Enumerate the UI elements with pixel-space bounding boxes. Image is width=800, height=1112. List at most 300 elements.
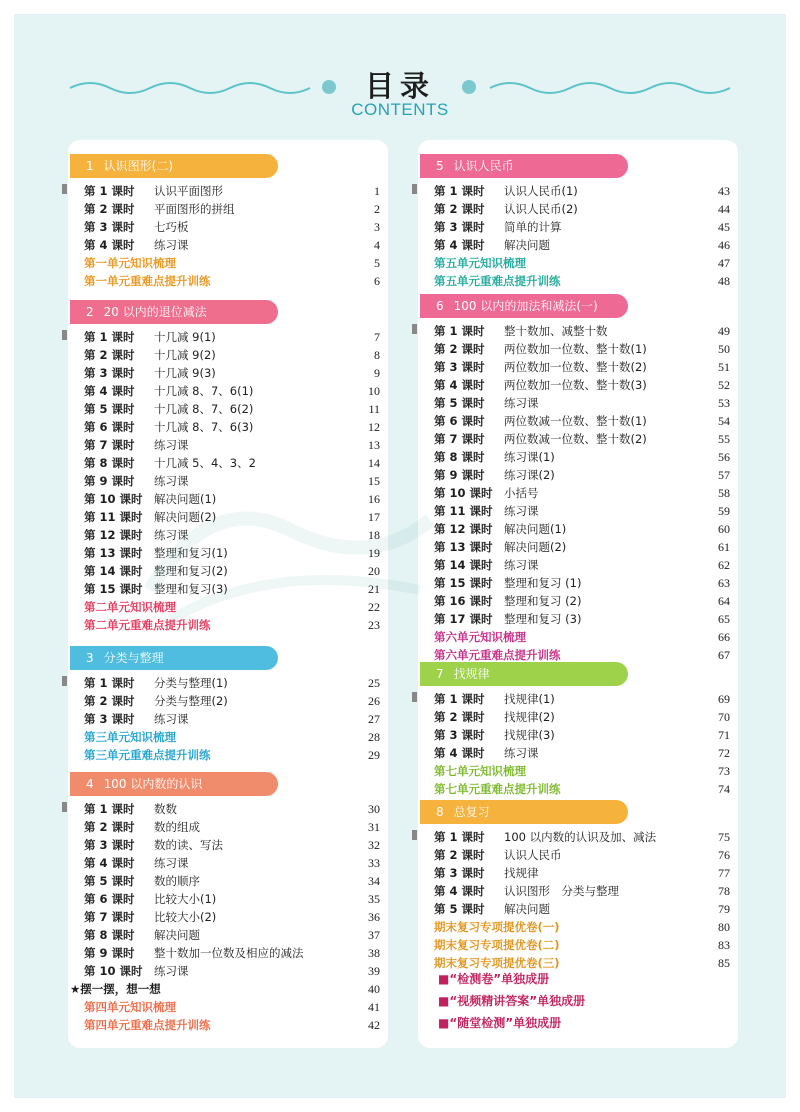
dot-leader: [169, 984, 350, 994]
dot-leader: [197, 440, 351, 450]
page-number: 77: [718, 865, 730, 880]
lesson-number: 第 2 课时: [84, 820, 135, 834]
page-number: 30: [368, 801, 380, 816]
toc-entry[interactable]: [68, 418, 388, 436]
entry-title: 两位数加一位数、整十数(2): [504, 360, 647, 374]
lesson-number: 第 1 课时: [84, 676, 135, 690]
dot-leader: [569, 784, 701, 794]
lesson-number: 第 4 课时: [84, 238, 135, 252]
lesson-number: 第 1 课时: [84, 184, 135, 198]
toc-entry[interactable]: [68, 526, 388, 544]
toc-entry[interactable]: [418, 218, 738, 236]
dot-leader: [184, 258, 350, 268]
entry-title: 第六单元重难点提升训练: [434, 648, 561, 662]
lesson-number: 第 10 课时: [84, 492, 143, 506]
page-number: 45: [718, 219, 730, 234]
dot-leader: [224, 350, 350, 360]
entry-title: 整理和复习(3): [154, 582, 228, 596]
page-number: 29: [368, 747, 380, 762]
dot-leader: [224, 494, 350, 504]
dot-leader: [219, 276, 351, 286]
entry-title: 分类与整理(1): [154, 676, 228, 690]
page-number: 26: [368, 693, 380, 708]
toc-entry[interactable]: [68, 692, 388, 710]
toc-entry[interactable]: [68, 926, 388, 944]
entry-title: 十几减 9(1): [154, 330, 216, 344]
dot-leader: [558, 240, 700, 250]
toc-entry[interactable]: [418, 502, 738, 520]
lesson-number: 第 2 课时: [84, 202, 135, 216]
dot-leader: [655, 344, 700, 354]
page-number: 52: [718, 377, 730, 392]
page-number: 67: [718, 647, 730, 662]
toc-entry[interactable]: [418, 538, 738, 556]
toc-entry[interactable]: [418, 556, 738, 574]
lesson-number: 第 11 课时: [84, 510, 143, 524]
page-number: 1: [374, 183, 380, 198]
page-number: 61: [718, 539, 730, 554]
entry-title: 练习课(1): [504, 450, 555, 464]
entry-title: 小括号: [504, 486, 539, 500]
dot-leader: [208, 930, 350, 940]
lesson-number: 第 5 课时: [434, 396, 485, 410]
dot-leader: [547, 748, 701, 758]
toc-entry[interactable]: [418, 412, 738, 430]
toc-entry[interactable]: [418, 394, 738, 412]
lesson-number: 第 12 课时: [84, 528, 143, 542]
page-number: 46: [718, 237, 730, 252]
entry-title: 整理和复习 (1): [504, 576, 582, 590]
toc-entry[interactable]: [418, 236, 738, 254]
page-number: 51: [718, 359, 730, 374]
toc-entry[interactable]: [68, 836, 388, 854]
entry-title: 认识人民币(2): [504, 202, 578, 216]
toc-entry[interactable]: [68, 254, 388, 272]
toc-entry[interactable]: [418, 254, 738, 272]
entry-title: 练习课: [504, 504, 539, 518]
dot-leader: [563, 730, 700, 740]
lesson-number: 第 10 课时: [84, 964, 143, 978]
toc-entry[interactable]: [68, 472, 388, 490]
toc-entry[interactable]: [418, 430, 738, 448]
page-number: 49: [718, 323, 730, 338]
lesson-number: 第 9 课时: [84, 474, 135, 488]
lesson-number: 第 2 课时: [434, 202, 485, 216]
lesson-number: 第 3 课时: [84, 838, 135, 852]
dot-leader: [197, 966, 351, 976]
entry-title: 认识人民币(1): [504, 184, 578, 198]
toc-entry[interactable]: [68, 746, 388, 764]
entry-title: 数的顺序: [154, 874, 200, 888]
entry-title: 整理和复习(2): [154, 564, 228, 578]
toc-entry[interactable]: [418, 340, 738, 358]
entry-title: 练习课: [154, 856, 189, 870]
left-column: [68, 140, 388, 1048]
toc-entry[interactable]: [68, 1016, 388, 1034]
toc-entry[interactable]: [68, 854, 388, 872]
lesson-number: 第 3 课时: [84, 712, 135, 726]
unit-header: [70, 772, 278, 796]
entry-title: 解决问题(2): [504, 540, 567, 554]
page-number: 59: [718, 503, 730, 518]
lesson-number: 第 11 课时: [434, 504, 493, 518]
dot-leader: [547, 488, 701, 498]
unit-number: 4: [86, 777, 94, 791]
dot-leader: [574, 524, 700, 534]
page-number: 62: [718, 557, 730, 572]
toc-entry[interactable]: [418, 358, 738, 376]
entry-title: 第五单元知识梳理: [434, 256, 526, 270]
toc-entry[interactable]: [68, 490, 388, 508]
dot-leader: [569, 650, 701, 660]
page-number: 56: [718, 449, 730, 464]
page-number: 31: [368, 819, 380, 834]
lesson-number: 第 4 课时: [434, 238, 485, 252]
toc-entry[interactable]: [68, 382, 388, 400]
toc-entry[interactable]: [418, 610, 738, 628]
toc-entry[interactable]: [418, 574, 738, 592]
dot-leader: [219, 1020, 351, 1030]
entry-title: 认识图形 分类与整理: [504, 884, 619, 898]
toc-entry[interactable]: [418, 762, 738, 780]
page-number: 64: [718, 593, 730, 608]
page-number: 21: [368, 581, 380, 596]
lesson-number: 第 13 课时: [434, 540, 493, 554]
dot-leader: [184, 732, 350, 742]
page-number: 12: [368, 419, 380, 434]
page-number: 19: [368, 545, 380, 560]
dot-leader: [264, 458, 350, 468]
lesson-number: 第 4 课时: [434, 884, 485, 898]
unit-number: 6: [436, 299, 444, 313]
dot-leader: [547, 506, 701, 516]
entry-title: 数数: [154, 802, 177, 816]
page-number: 63: [718, 575, 730, 590]
page-number: 60: [718, 521, 730, 536]
toc-entry[interactable]: [68, 944, 388, 962]
toc-entry[interactable]: [418, 846, 738, 864]
toc-entry[interactable]: [68, 544, 388, 562]
dot-leader: [547, 560, 701, 570]
entry-title: 第五单元重难点提升训练: [434, 274, 561, 288]
lesson-number: 第 4 课时: [434, 378, 485, 392]
page-number: 53: [718, 395, 730, 410]
dot-leader: [589, 614, 700, 624]
toc-entry[interactable]: [68, 236, 388, 254]
entry-title: 第四单元重难点提升训练: [84, 1018, 211, 1032]
toc-entry[interactable]: [68, 818, 388, 836]
toc-entry[interactable]: [68, 872, 388, 890]
toc-entry[interactable]: [68, 218, 388, 236]
lesson-number: 第 4 课时: [84, 856, 135, 870]
toc-entry[interactable]: [418, 592, 738, 610]
toc-entry[interactable]: [418, 780, 738, 798]
toc-entry[interactable]: [68, 562, 388, 580]
dot-leader: [563, 452, 700, 462]
page-number: 85: [718, 955, 730, 970]
dot-leader: [655, 416, 700, 426]
toc-entry[interactable]: [68, 890, 388, 908]
lesson-number: 第 7 课时: [84, 438, 135, 452]
toc-entry[interactable]: [68, 598, 388, 616]
entry-title: 解决问题: [504, 902, 550, 916]
toc-entry[interactable]: [418, 900, 738, 918]
lesson-number: 第 6 课时: [84, 892, 135, 906]
lesson-number: 第 1 课时: [84, 330, 135, 344]
entry-title: 第一单元重难点提升训练: [84, 274, 211, 288]
dot-leader: [655, 434, 700, 444]
dot-leader: [224, 332, 350, 342]
page-number: 13: [368, 437, 380, 452]
page-number: 32: [368, 837, 380, 852]
toc-entry[interactable]: [68, 710, 388, 728]
entry-title: 七巧板: [154, 220, 189, 234]
toc-entry[interactable]: [418, 744, 738, 762]
lesson-number: 第 2 课时: [84, 348, 135, 362]
entry-title: 第二单元重难点提升训练: [84, 618, 211, 632]
dot-leader: [558, 904, 700, 914]
entry-title: 解决问题(2): [154, 510, 217, 524]
dot-leader: [570, 850, 701, 860]
dot-leader: [243, 204, 351, 214]
entry-title: 练习课: [154, 238, 189, 252]
toc-entry[interactable]: [68, 400, 388, 418]
toc-entry[interactable]: [68, 980, 388, 998]
toc-entry[interactable]: [418, 628, 738, 646]
dot-leader: [664, 832, 700, 842]
page-number: 17: [368, 509, 380, 524]
unit-number: 5: [436, 159, 444, 173]
dot-leader: [586, 186, 700, 196]
page-number: 65: [718, 611, 730, 626]
page-number: 78: [718, 883, 730, 898]
dot-leader: [208, 822, 350, 832]
lesson-number: 第 9 课时: [84, 946, 135, 960]
page-number: 18: [368, 527, 380, 542]
toc-entry[interactable]: [418, 322, 738, 340]
toc-entry[interactable]: [68, 962, 388, 980]
entry-title: 十几减 5、4、3、2: [154, 456, 256, 470]
toc-entry[interactable]: [418, 708, 738, 726]
entry-title: 解决问题: [154, 928, 200, 942]
lesson-number: 第 16 课时: [434, 594, 493, 608]
entry-title: 两位数加一位数、整十数(1): [504, 342, 647, 356]
lesson-number: 第 1 课时: [434, 184, 485, 198]
entry-title: 第七单元知识梳理: [434, 764, 526, 778]
lesson-number: 第 9 课时: [434, 468, 485, 482]
entry-title: 第四单元知识梳理: [84, 1000, 176, 1014]
dot-leader: [197, 240, 351, 250]
unit-number: 7: [436, 667, 444, 681]
toc-entry[interactable]: [418, 690, 738, 708]
page-number: 71: [718, 727, 730, 742]
dot-leader: [547, 868, 701, 878]
entry-title: 整十数加一位数及相应的减法: [154, 946, 304, 960]
entry-title: 比较大小(1): [154, 892, 217, 906]
toc-entry[interactable]: [418, 936, 738, 954]
header: [0, 58, 800, 128]
entry-title: 第三单元重难点提升训练: [84, 748, 211, 762]
unit-number: 8: [436, 805, 444, 819]
entry-title: 两位数减一位数、整十数(1): [504, 414, 647, 428]
unit-title: 找规律: [453, 667, 490, 681]
unit-section: [418, 294, 738, 664]
lesson-number: 第 15 课时: [84, 582, 143, 596]
toc-entry[interactable]: [418, 726, 738, 744]
dot-leader: [197, 222, 351, 232]
dot-leader: [563, 694, 700, 704]
lesson-number: 第 8 课时: [84, 928, 135, 942]
entry-title: 数的读、写法: [154, 838, 223, 852]
unit-title: 认识人民币: [453, 159, 514, 173]
page-number: 27: [368, 711, 380, 726]
entry-title: 整理和复习(1): [154, 546, 228, 560]
entry-title: 期末复习专项提优卷(一): [434, 920, 560, 934]
page-number: 57: [718, 467, 730, 482]
entry-title: 练习课(2): [504, 468, 555, 482]
unit-title: 100 以内的加法和减法(一): [453, 299, 598, 313]
entry-title: 期末复习专项提优卷(三): [434, 956, 560, 970]
lesson-number: 第 3 课时: [434, 728, 485, 742]
dot-leader: [197, 858, 351, 868]
toc-entry[interactable]: [418, 466, 738, 484]
entry-title: 练习课: [504, 558, 539, 572]
toc-entry[interactable]: [418, 484, 738, 502]
lesson-number: 第 6 课时: [434, 414, 485, 428]
entry-title: 练习课: [154, 528, 189, 542]
dot-leader: [534, 258, 700, 268]
toc-entry[interactable]: [418, 272, 738, 290]
lesson-number: 第 5 课时: [434, 902, 485, 916]
toc-entry[interactable]: [68, 908, 388, 926]
page-number: 25: [368, 675, 380, 690]
dot-leader: [568, 940, 700, 950]
entry-title: 练习课: [154, 712, 189, 726]
dot-leader: [236, 566, 350, 576]
lesson-number: 第 4 课时: [84, 384, 135, 398]
page-number: 72: [718, 745, 730, 760]
toc-entry[interactable]: [68, 728, 388, 746]
dot-leader: [236, 548, 350, 558]
page-number: 80: [718, 919, 730, 934]
dot-leader: [185, 804, 350, 814]
page-number: 9: [374, 365, 380, 380]
page-number: 55: [718, 431, 730, 446]
dot-leader: [589, 596, 700, 606]
page-number: 50: [718, 341, 730, 356]
page-number: 73: [718, 763, 730, 778]
toc-entry[interactable]: [68, 364, 388, 382]
page-number: 28: [368, 729, 380, 744]
unit-section: [68, 300, 388, 634]
dot-leader: [568, 922, 700, 932]
toc-entry[interactable]: [68, 800, 388, 818]
dot-leader: [655, 362, 700, 372]
toc-entry[interactable]: [68, 200, 388, 218]
unit-header: [420, 800, 628, 824]
entry-title: 期末复习专项提优卷(二): [434, 938, 560, 952]
dot-leader: [231, 840, 350, 850]
toc-entry[interactable]: [68, 182, 388, 200]
entry-title: 十几减 9(2): [154, 348, 216, 362]
unit-header: [420, 662, 628, 686]
toc-entry[interactable]: [68, 272, 388, 290]
toc-entry[interactable]: [68, 508, 388, 526]
dot-leader: [616, 326, 701, 336]
toc-entry[interactable]: [418, 182, 738, 200]
unit-section: [68, 154, 388, 290]
toc-entry[interactable]: [418, 828, 738, 846]
page-number: 20: [368, 563, 380, 578]
toc-entry[interactable]: [68, 346, 388, 364]
lesson-number: 第 1 课时: [434, 830, 485, 844]
toc-entry[interactable]: [418, 864, 738, 882]
unit-title: 认识图形(二): [103, 159, 174, 173]
lesson-number: 第 15 课时: [434, 576, 493, 590]
entry-title: 十几减 8、7、6(2): [154, 402, 254, 416]
toc-entry[interactable]: [68, 454, 388, 472]
toc-entry[interactable]: [68, 580, 388, 598]
entry-title: 简单的计算: [504, 220, 562, 234]
dot-leader: [261, 404, 350, 414]
unit-title: 20 以内的退位减法: [103, 305, 207, 319]
toc-entry[interactable]: [68, 998, 388, 1016]
unit-section: [68, 772, 388, 1034]
dot-leader: [655, 380, 700, 390]
entry-title: 整理和复习 (3): [504, 612, 582, 626]
page-number: 83: [718, 937, 730, 952]
page-number: 35: [368, 891, 380, 906]
entry-title: 十几减 9(3): [154, 366, 216, 380]
page-number: 2: [374, 201, 380, 216]
dot-leader: [197, 476, 351, 486]
toc-entry[interactable]: [418, 200, 738, 218]
dot-leader: [534, 766, 700, 776]
toc-entry[interactable]: [418, 448, 738, 466]
page-number: 44: [718, 201, 730, 216]
entry-title: 找规律(2): [504, 710, 555, 724]
dot-leader: [224, 512, 350, 522]
toc-entry[interactable]: [418, 376, 738, 394]
dot-leader: [568, 958, 700, 968]
lesson-number: 第 4 课时: [434, 746, 485, 760]
toc-entry[interactable]: [418, 882, 738, 900]
toc-entry[interactable]: [68, 674, 388, 692]
toc-entry[interactable]: [68, 328, 388, 346]
dot-leader: [208, 876, 350, 886]
lesson-number: 第 8 课时: [434, 450, 485, 464]
toc-entry[interactable]: [68, 436, 388, 454]
toc-entry[interactable]: [68, 616, 388, 634]
lesson-number: 第 1 课时: [434, 692, 485, 706]
toc-entry[interactable]: [418, 520, 738, 538]
page-number: 42: [368, 1017, 380, 1032]
entry-title: 第六单元知识梳理: [434, 630, 526, 644]
page-number: 43: [718, 183, 730, 198]
entry-title: 比较大小(2): [154, 910, 217, 924]
dot-leader: [261, 386, 350, 396]
entry-title: 分类与整理(2): [154, 694, 228, 708]
lesson-number: 第 6 课时: [84, 420, 135, 434]
page-number: 14: [368, 455, 380, 470]
toc-entry[interactable]: [418, 918, 738, 936]
page-number: 36: [368, 909, 380, 924]
lesson-number: 第 2 课时: [84, 694, 135, 708]
unit-title: 分类与整理: [103, 651, 164, 665]
entry-title: 十几减 8、7、6(3): [154, 420, 254, 434]
lesson-number: 第 2 课时: [434, 710, 485, 724]
page-number: 54: [718, 413, 730, 428]
